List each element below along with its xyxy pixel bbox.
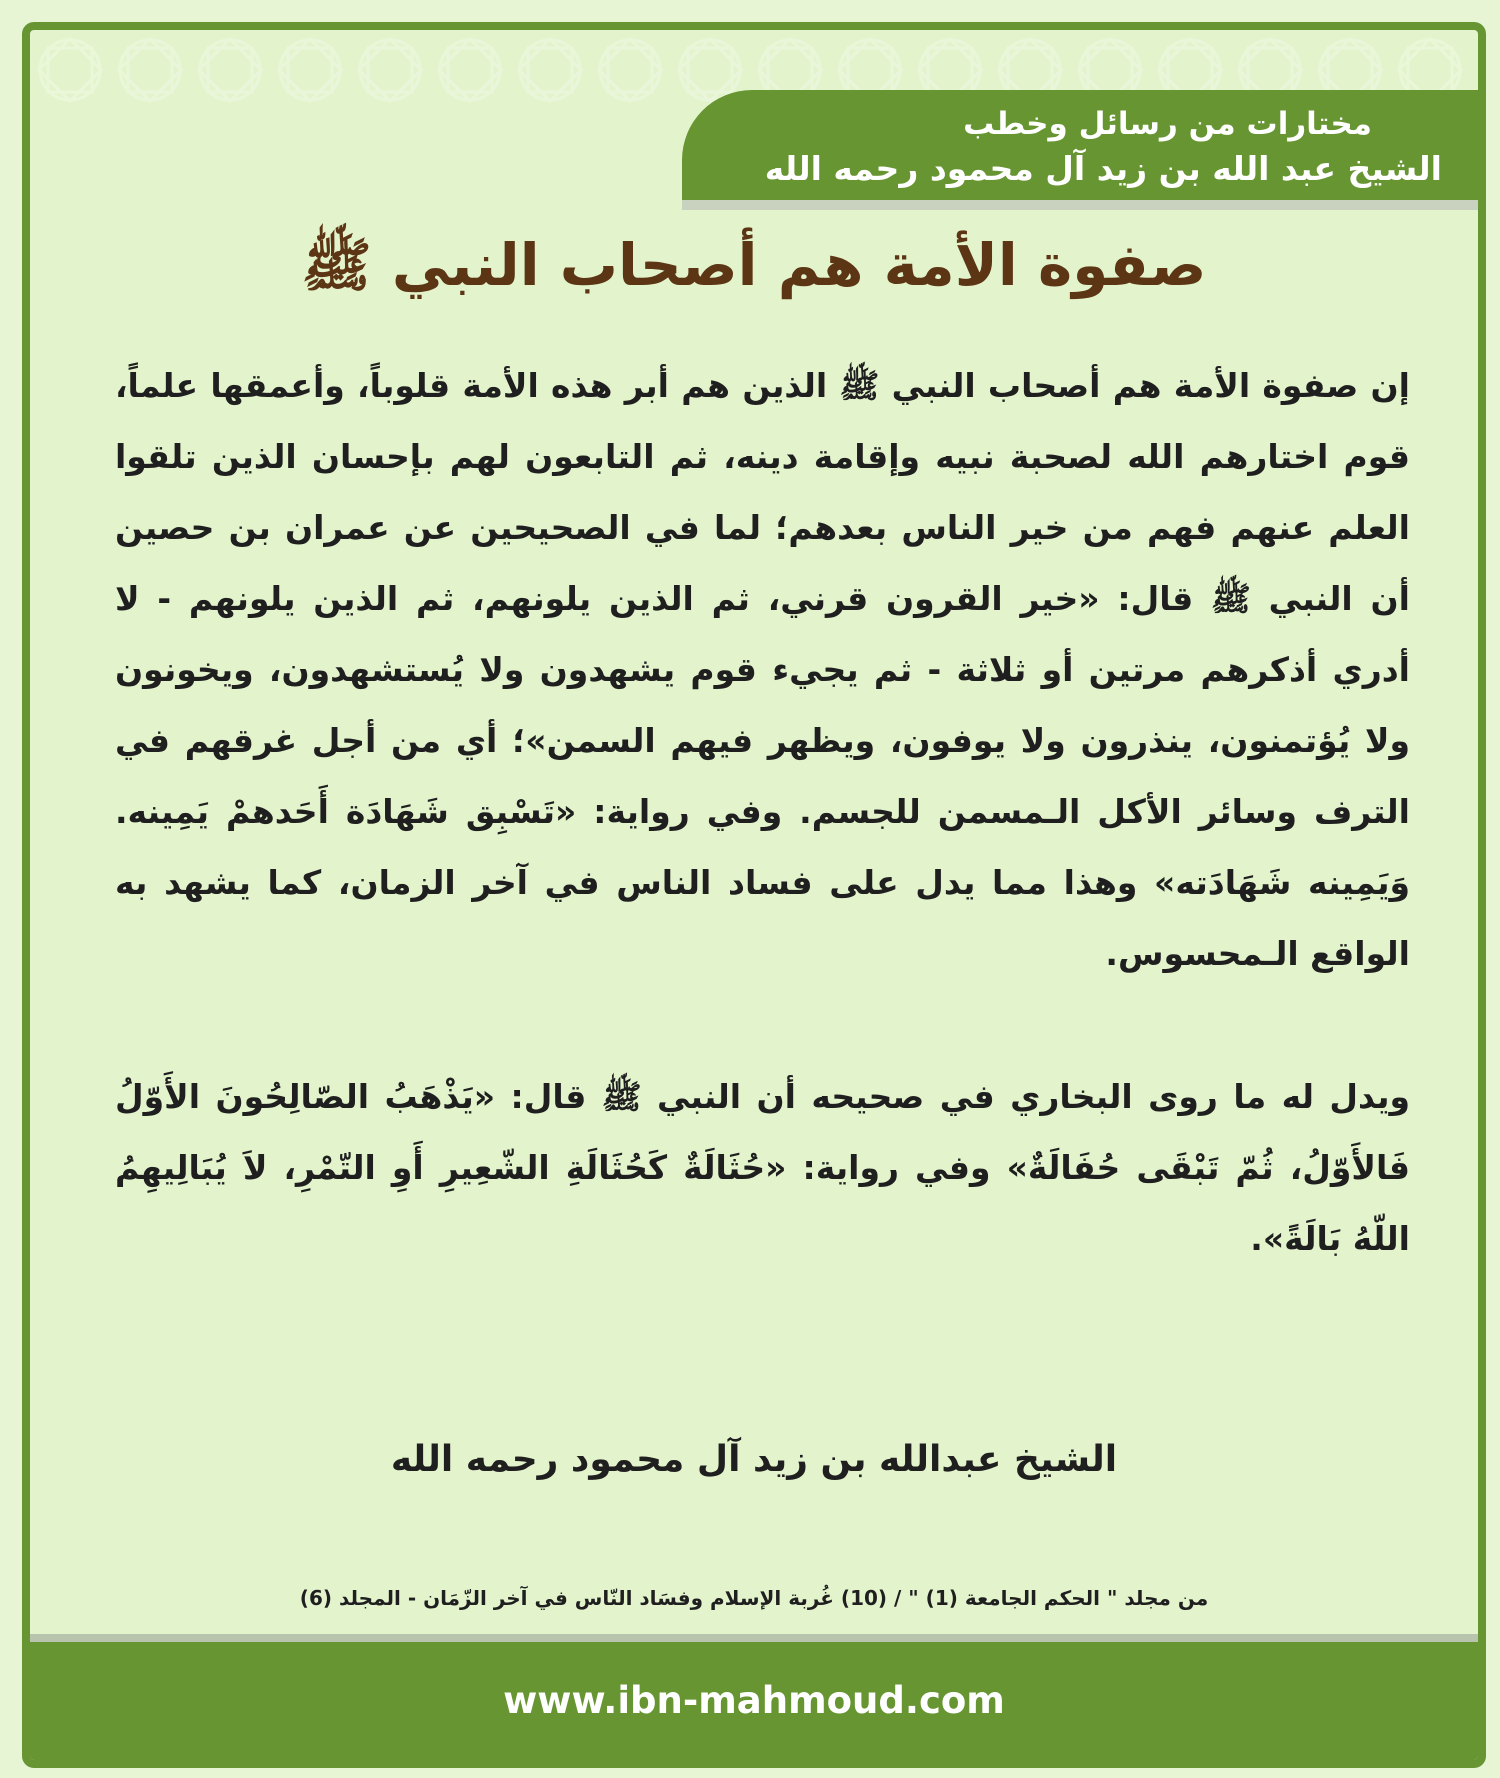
header-band <box>682 90 1478 200</box>
author-signature: الشيخ عبدالله بن زيد آل محمود رحمه الله <box>390 1439 1118 1480</box>
header-author-name: الشيخ عبد الله بن زيد آل محمود رحمه الله <box>764 149 1442 188</box>
header-series-title: مختارات من رسائل وخطب <box>963 106 1372 142</box>
footer-bar <box>30 1634 1478 1760</box>
article-paragraph: إن صفوة الأمة هم أصحاب النبي ﷺ الذين هم أبر هذه الأمة قلوباً، وأعمقها علماً، قوم اختارهم الله لصحبة نبيه وإقامة دينه، ثم التابعون لهم بإحسان الذين تلقوا العلم عنهم فهم من خير الناس بعدهم؛ لما في الصحيحين عن عمران بن حصين أن النبي ﷺ قال: «خير القرون قرني، ثم الذين يلونهم، ثم الذين يلونهم - لا أدري أذكرهم مرتين أو ثلاثة - ثم يجيء قوم يشهدون ولا يُستشهدون، ويخونون ولا يُؤتمنون، ينذرون ولا يوفون، ويظهر فيهم السمن»؛ أي من أجل غرقهم في الترف وسائر الأكل الـمسمن للجسم. وفي رواية: «تَسْبِق شَهَادَة أَحَدهمْ يَمِينه. وَيَمِينه شَهَادَته» وهذا مما يدل على فساد الناس في آخر الزمان، كما يشهد به الواقع الـمحسوس. <box>115 366 1410 973</box>
source-reference: من مجلد " الحكم الجامعة (1) " / (10) غُربة الإسلام وفسَاد النّاس في آخر الزّمَان - المجلد (6) <box>299 1586 1209 1610</box>
article-paragraph: ويدل له ما روى البخاري في صحيحه أن النبي ﷺ قال: «يَذْهَبُ الصّالِحُونَ الأَوّلُ فَالأَوّلُ، ثُمّ تَبْقَى حُفَالَةٌ» وفي رواية: «حُثَالَةٌ كَحُثَالَةِ الشّعِيرِ أَوِ التّمْرِ، لاَ يُبَالِيهِمُ اللّهُ بَالَةً». <box>115 1077 1410 1258</box>
poster-card <box>22 22 1486 1768</box>
article-body <box>115 350 1410 1274</box>
website-link[interactable]: www.ibn-mahmoud.com <box>503 1679 1005 1722</box>
page-title: صفوة الأمة هم أصحاب النبي ﷺ <box>301 231 1207 299</box>
